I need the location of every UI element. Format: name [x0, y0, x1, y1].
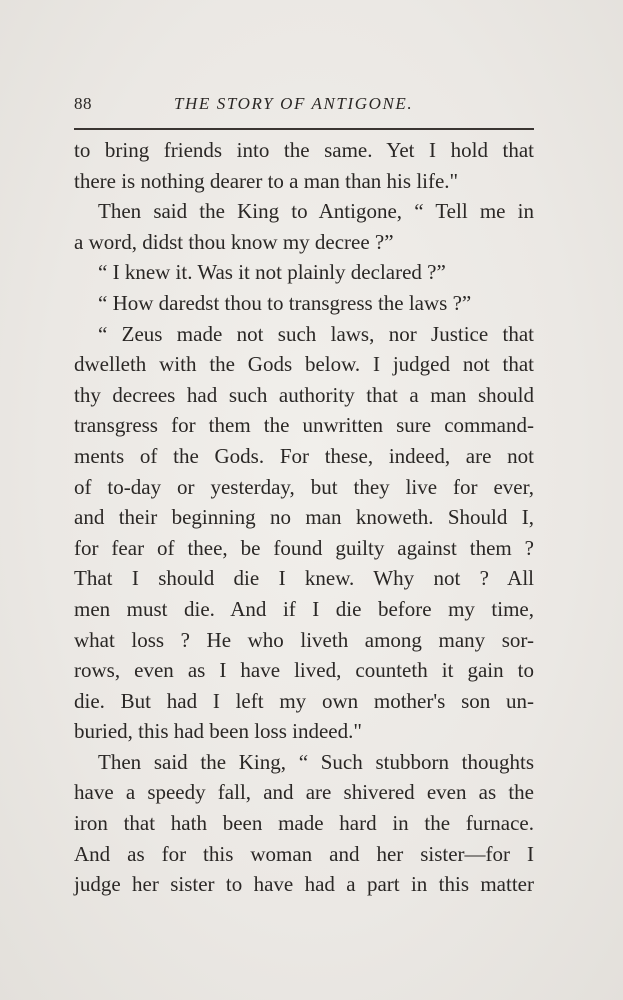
text-line: “ How daredst thou to transgress the laws ?”: [98, 290, 472, 315]
text-line: dwelleth with the Gods below. I judged not that: [74, 352, 534, 377]
text-line: “ I knew it. Was it not plainly declared ?”: [98, 260, 446, 285]
text-line: ments of the Gods. For these, indeed, are not: [74, 443, 534, 468]
text-line: Then said the King to Antigone, “ Tell me in: [98, 199, 534, 224]
text-line: for fear of thee, be found guilty against them ?: [74, 535, 534, 560]
text-line: die. But had I left my own mother's son un-: [74, 688, 534, 713]
text-line: iron that hath been made hard in the furnace.: [74, 811, 534, 836]
running-title: THE STORY OF ANTIGONE.: [174, 94, 414, 113]
text-line: Then said the King, “ Such stubborn thoughts: [98, 749, 534, 774]
page-header: [74, 94, 534, 124]
text-line: thy decrees had such authority that a man should: [74, 382, 534, 407]
text-line: rows, even as I have lived, counteth it gain to: [74, 658, 534, 683]
text-line: of to-day or yesterday, but they live for ever,: [74, 474, 534, 499]
text-line: men must die. And if I die before my time,: [74, 596, 534, 621]
text-line: have a speedy fall, and are shivered even as the: [74, 780, 534, 805]
text-line: what loss ? He who liveth among many sor-: [74, 627, 534, 652]
text-line: to bring friends into the same. Yet I hold that: [74, 138, 534, 162]
text-line: and their beginning no man knoweth. Should I,: [74, 505, 534, 530]
text-line: transgress for them the unwritten sure command-: [74, 413, 534, 438]
page-number: 88: [74, 94, 92, 113]
body-text: [74, 135, 534, 900]
header-rule: [74, 128, 534, 130]
text-line: “ Zeus made not such laws, nor Justice that: [98, 321, 534, 346]
text-line: buried, this had been loss indeed.": [74, 719, 362, 744]
text-line: judge her sister to have had a part in this matter: [74, 872, 534, 897]
text-line: And as for this woman and her sister—for I: [74, 841, 534, 866]
text-line: a word, didst thou know my decree ?”: [74, 229, 394, 254]
text-line: That I should die I knew. Why not ? All: [74, 566, 534, 591]
text-line: there is nothing dearer to a man than his life.": [74, 168, 459, 193]
